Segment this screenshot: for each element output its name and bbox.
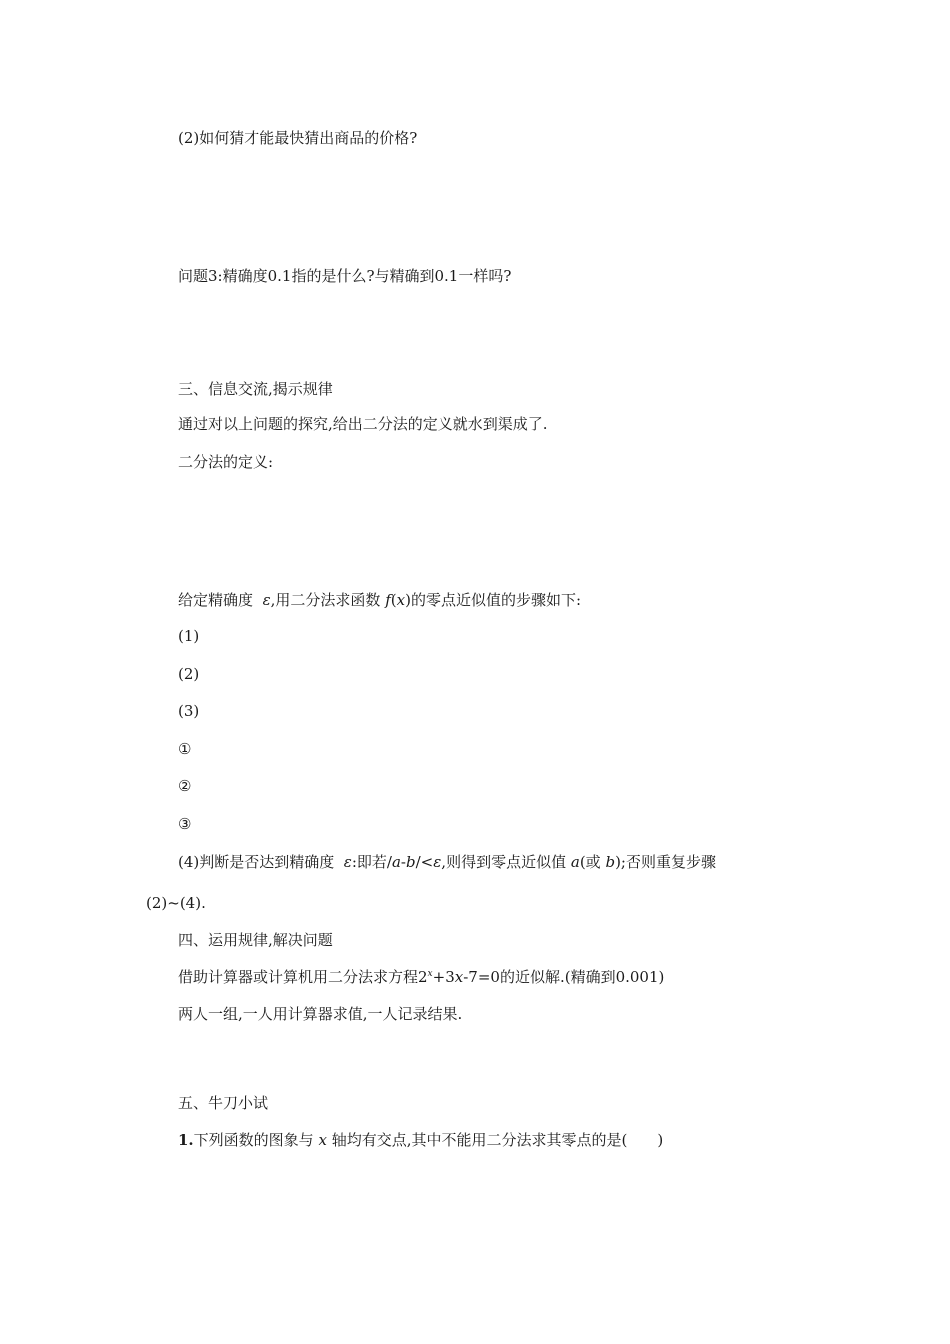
section-5-heading: 五、牛刀小试 <box>178 1094 269 1112</box>
definition-label: 二分法的定义: <box>178 453 274 471</box>
step-4 <box>178 852 716 872</box>
problem-3 <box>178 266 511 286</box>
exercise-text <box>178 967 664 987</box>
exercise-after: -7=0的近似解.(精确到0.001) <box>463 968 665 986</box>
paren-open: ( <box>390 591 397 609</box>
question-1 <box>178 1130 663 1150</box>
step-3: (3) <box>178 702 200 720</box>
step-4-cond-post: /< <box>415 853 434 871</box>
step-4-continuation: (2)~(4). <box>146 894 206 912</box>
section-3-heading: 三、信息交流,揭示规律 <box>178 380 333 398</box>
step-4-epsilon: ε <box>343 853 352 871</box>
steps-intro-middle: ,用二分法求函数 <box>270 591 381 609</box>
substep-3: ③ <box>178 815 192 833</box>
function-name: f <box>385 591 391 609</box>
question-1-x: x <box>318 1131 327 1149</box>
epsilon-symbol: ε <box>262 591 271 609</box>
steps-intro-after: 的零点近似值的步骤如下: <box>410 591 581 609</box>
question-1-before: 下列函数的图象与 <box>193 1131 314 1149</box>
problem-3-label: 问题3 <box>178 267 218 285</box>
step-4-before: (4)判断是否达到精确度 <box>178 853 335 871</box>
exercise-before: 借助计算器或计算机用二分法求方程2 <box>178 968 428 986</box>
step-4-a: a <box>391 853 401 871</box>
step-4-b-2: b <box>605 853 616 871</box>
step-4-tail: );否则重复步骤 <box>615 853 716 871</box>
question-2-text: (2)如何猜才能最快猜出商品的价格? <box>178 129 418 147</box>
function-variable: x <box>396 591 406 609</box>
step-1: (1) <box>178 627 200 645</box>
section-4-heading: 四、运用规律,解决问题 <box>178 931 333 949</box>
steps-intro <box>178 590 581 610</box>
step-4-cond-pre: :即若/ <box>351 853 392 871</box>
substep-2: ② <box>178 777 192 795</box>
step-4-b: b <box>406 853 416 871</box>
step-4-minus: - <box>400 853 406 871</box>
question-1-number: 1. <box>178 1131 194 1149</box>
step-4-result: ,则得到零点近似值 <box>441 853 567 871</box>
step-4-a-2: a <box>570 853 580 871</box>
step-4-epsilon-2: ε <box>433 853 442 871</box>
paren-close: ) <box>405 591 411 609</box>
question-1-after: 轴均有交点,其中不能用二分法求其零点的是( ) <box>331 1131 664 1149</box>
problem-3-text: :精确度0.1指的是什么?与精确到0.1一样吗? <box>217 267 512 285</box>
exercise-plus: +3 <box>432 968 455 986</box>
step-4-or: (或 <box>579 853 601 871</box>
intro-text: 通过对以上问题的探究,给出二分法的定义就水到渠成了. <box>178 415 548 433</box>
steps-intro-before: 给定精确度 <box>178 591 254 609</box>
exercise-exponent: x <box>427 969 433 979</box>
substep-1: ① <box>178 740 192 758</box>
group-text: 两人一组,一人用计算器求值,一人记录结果. <box>178 1005 463 1023</box>
exercise-x: x <box>454 968 464 986</box>
step-2: (2) <box>178 665 200 683</box>
